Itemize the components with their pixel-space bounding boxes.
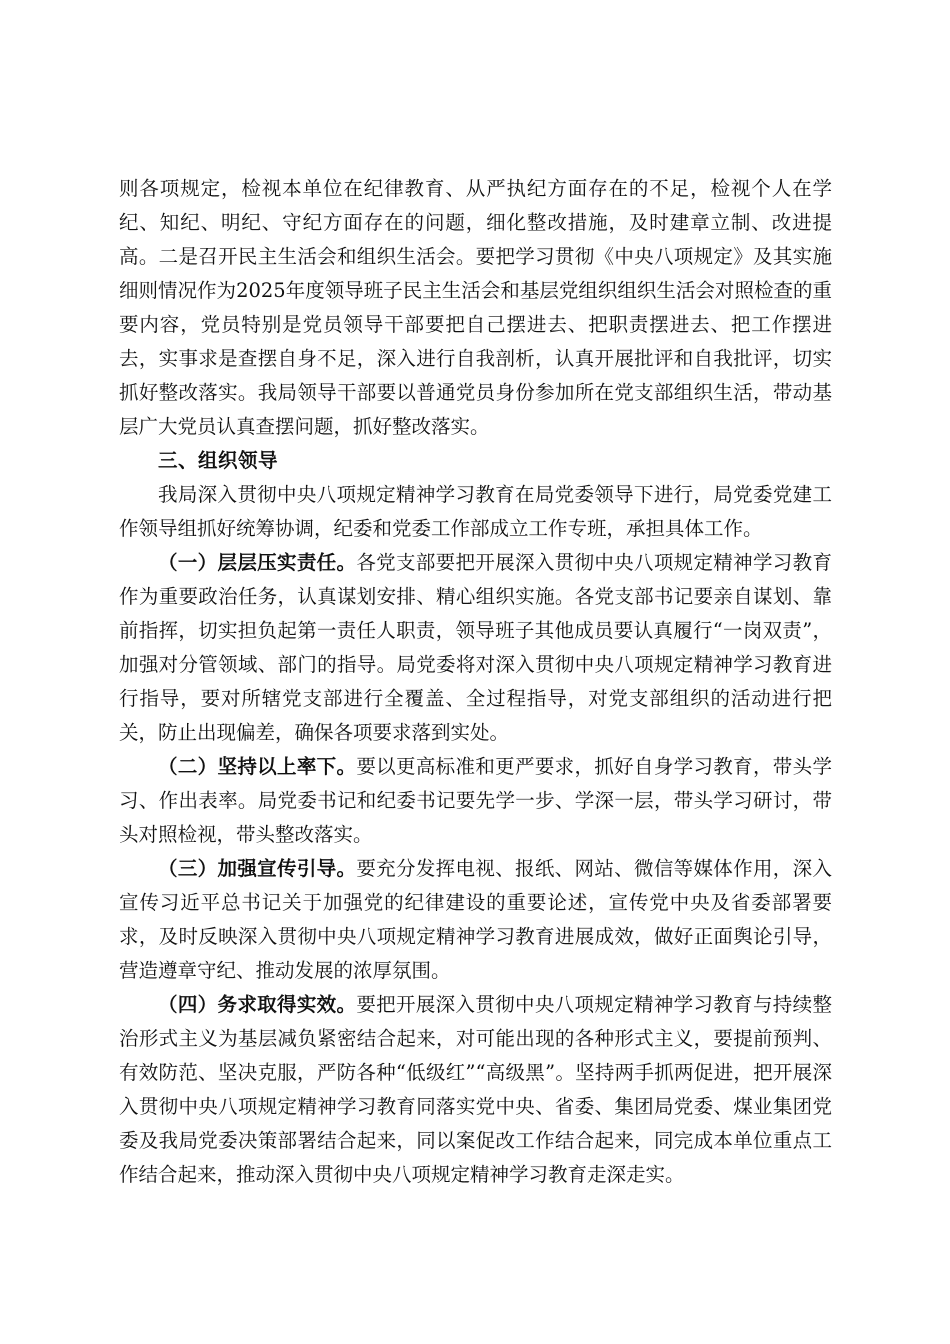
document-body bbox=[119, 172, 832, 1192]
item-1-paragraph bbox=[119, 546, 832, 750]
item-1-heading: （一）层层压实责任。 bbox=[158, 551, 357, 574]
item-3-text: 要充分发挥电视、报纸、网站、微信等媒体作用，深入宣传习近平总书记关于加强党的纪律建设的重要论述，宣传党中央及省委部署要求，及时反映深入贯彻中央八项规定精神学习教育进展成效，做好正面舆论引导，营造遵章守纪、推动发展的浓厚氛围。 bbox=[119, 857, 832, 982]
item-2-text: 要以更高标准和更严要求，抓好自身学习教育，带头学习、作出表率。局党委书记和纪委书记要先学一步、学深一层，带头学习研讨，带头对照检视，带头整改落实。 bbox=[119, 755, 832, 846]
item-4-paragraph bbox=[119, 988, 832, 1192]
section-heading-organization: 三、组织领导 bbox=[158, 449, 279, 472]
item-3-paragraph bbox=[119, 852, 832, 988]
item-4-heading: （四）务求取得实效。 bbox=[158, 993, 357, 1016]
continuation-paragraph: 则各项规定，检视本单位在纪律教育、从严执纪方面存在的不足，检视个人在学纪、知纪、明纪、守纪方面存在的问题，细化整改措施，及时建章立制、改进提高。二是召开民主生活会和组织生活会。要把学习贯彻《中央八项规定》及其实施细则情况作为2025年度领导班子民主生活会和基层党组织组织生活会对照检查的重要内容，党员特别是党员领导干部要把自己摆进去、把职责摆进去、把工作摆进去，实事求是查摆自身不足，深入进行自我剖析，认真开展批评和自我批评，切实抓好整改落实。我局领导干部要以普通党员身份参加所在党支部组织生活，带动基层广大党员认真查摆问题，抓好整改落实。 bbox=[119, 177, 832, 438]
item-4-text: 要把开展深入贯彻中央八项规定精神学习教育与持续整治形式主义为基层减负紧密结合起来，对可能出现的各种形式主义，要提前预判、有效防范、坚决克服，严防各种“低级红”“高级黑”。坚持两手抓两促进，把开展深入贯彻中央八项规定精神学习教育同落实党中央、省委、集团局党委、煤业集团党委及我局党委决策部署结合起来，同以案促改工作结合起来，同完成本单位重点工作结合起来，推动深入贯彻中央八项规定精神学习教育走深走实。 bbox=[119, 993, 832, 1186]
item-2-heading: （二）坚持以上率下。 bbox=[158, 755, 357, 778]
item-2-paragraph bbox=[119, 750, 832, 852]
section-intro-paragraph: 我局深入贯彻中央八项规定精神学习教育在局党委领导下进行，局党委党建工作领导组抓好统筹协调，纪委和党委工作部成立工作专班，承担具体工作。 bbox=[119, 483, 832, 540]
item-3-heading: （三）加强宣传引导。 bbox=[158, 857, 357, 880]
item-1-text: 各党支部要把开展深入贯彻中央八项规定精神学习教育作为重要政治任务，认真谋划安排、精心组织实施。各党支部书记要亲自谋划、靠前指挥，切实担负起第一责任人职责，领导班子其他成员要认真履行“一岗双责”，加强对分管领域、部门的指导。局党委将对深入贯彻中央八项规定精神学习教育进行指导，要对所辖党支部进行全覆盖、全过程指导，对党支部组织的活动进行把关，防止出现偏差，确保各项要求落到实处。 bbox=[119, 551, 832, 744]
